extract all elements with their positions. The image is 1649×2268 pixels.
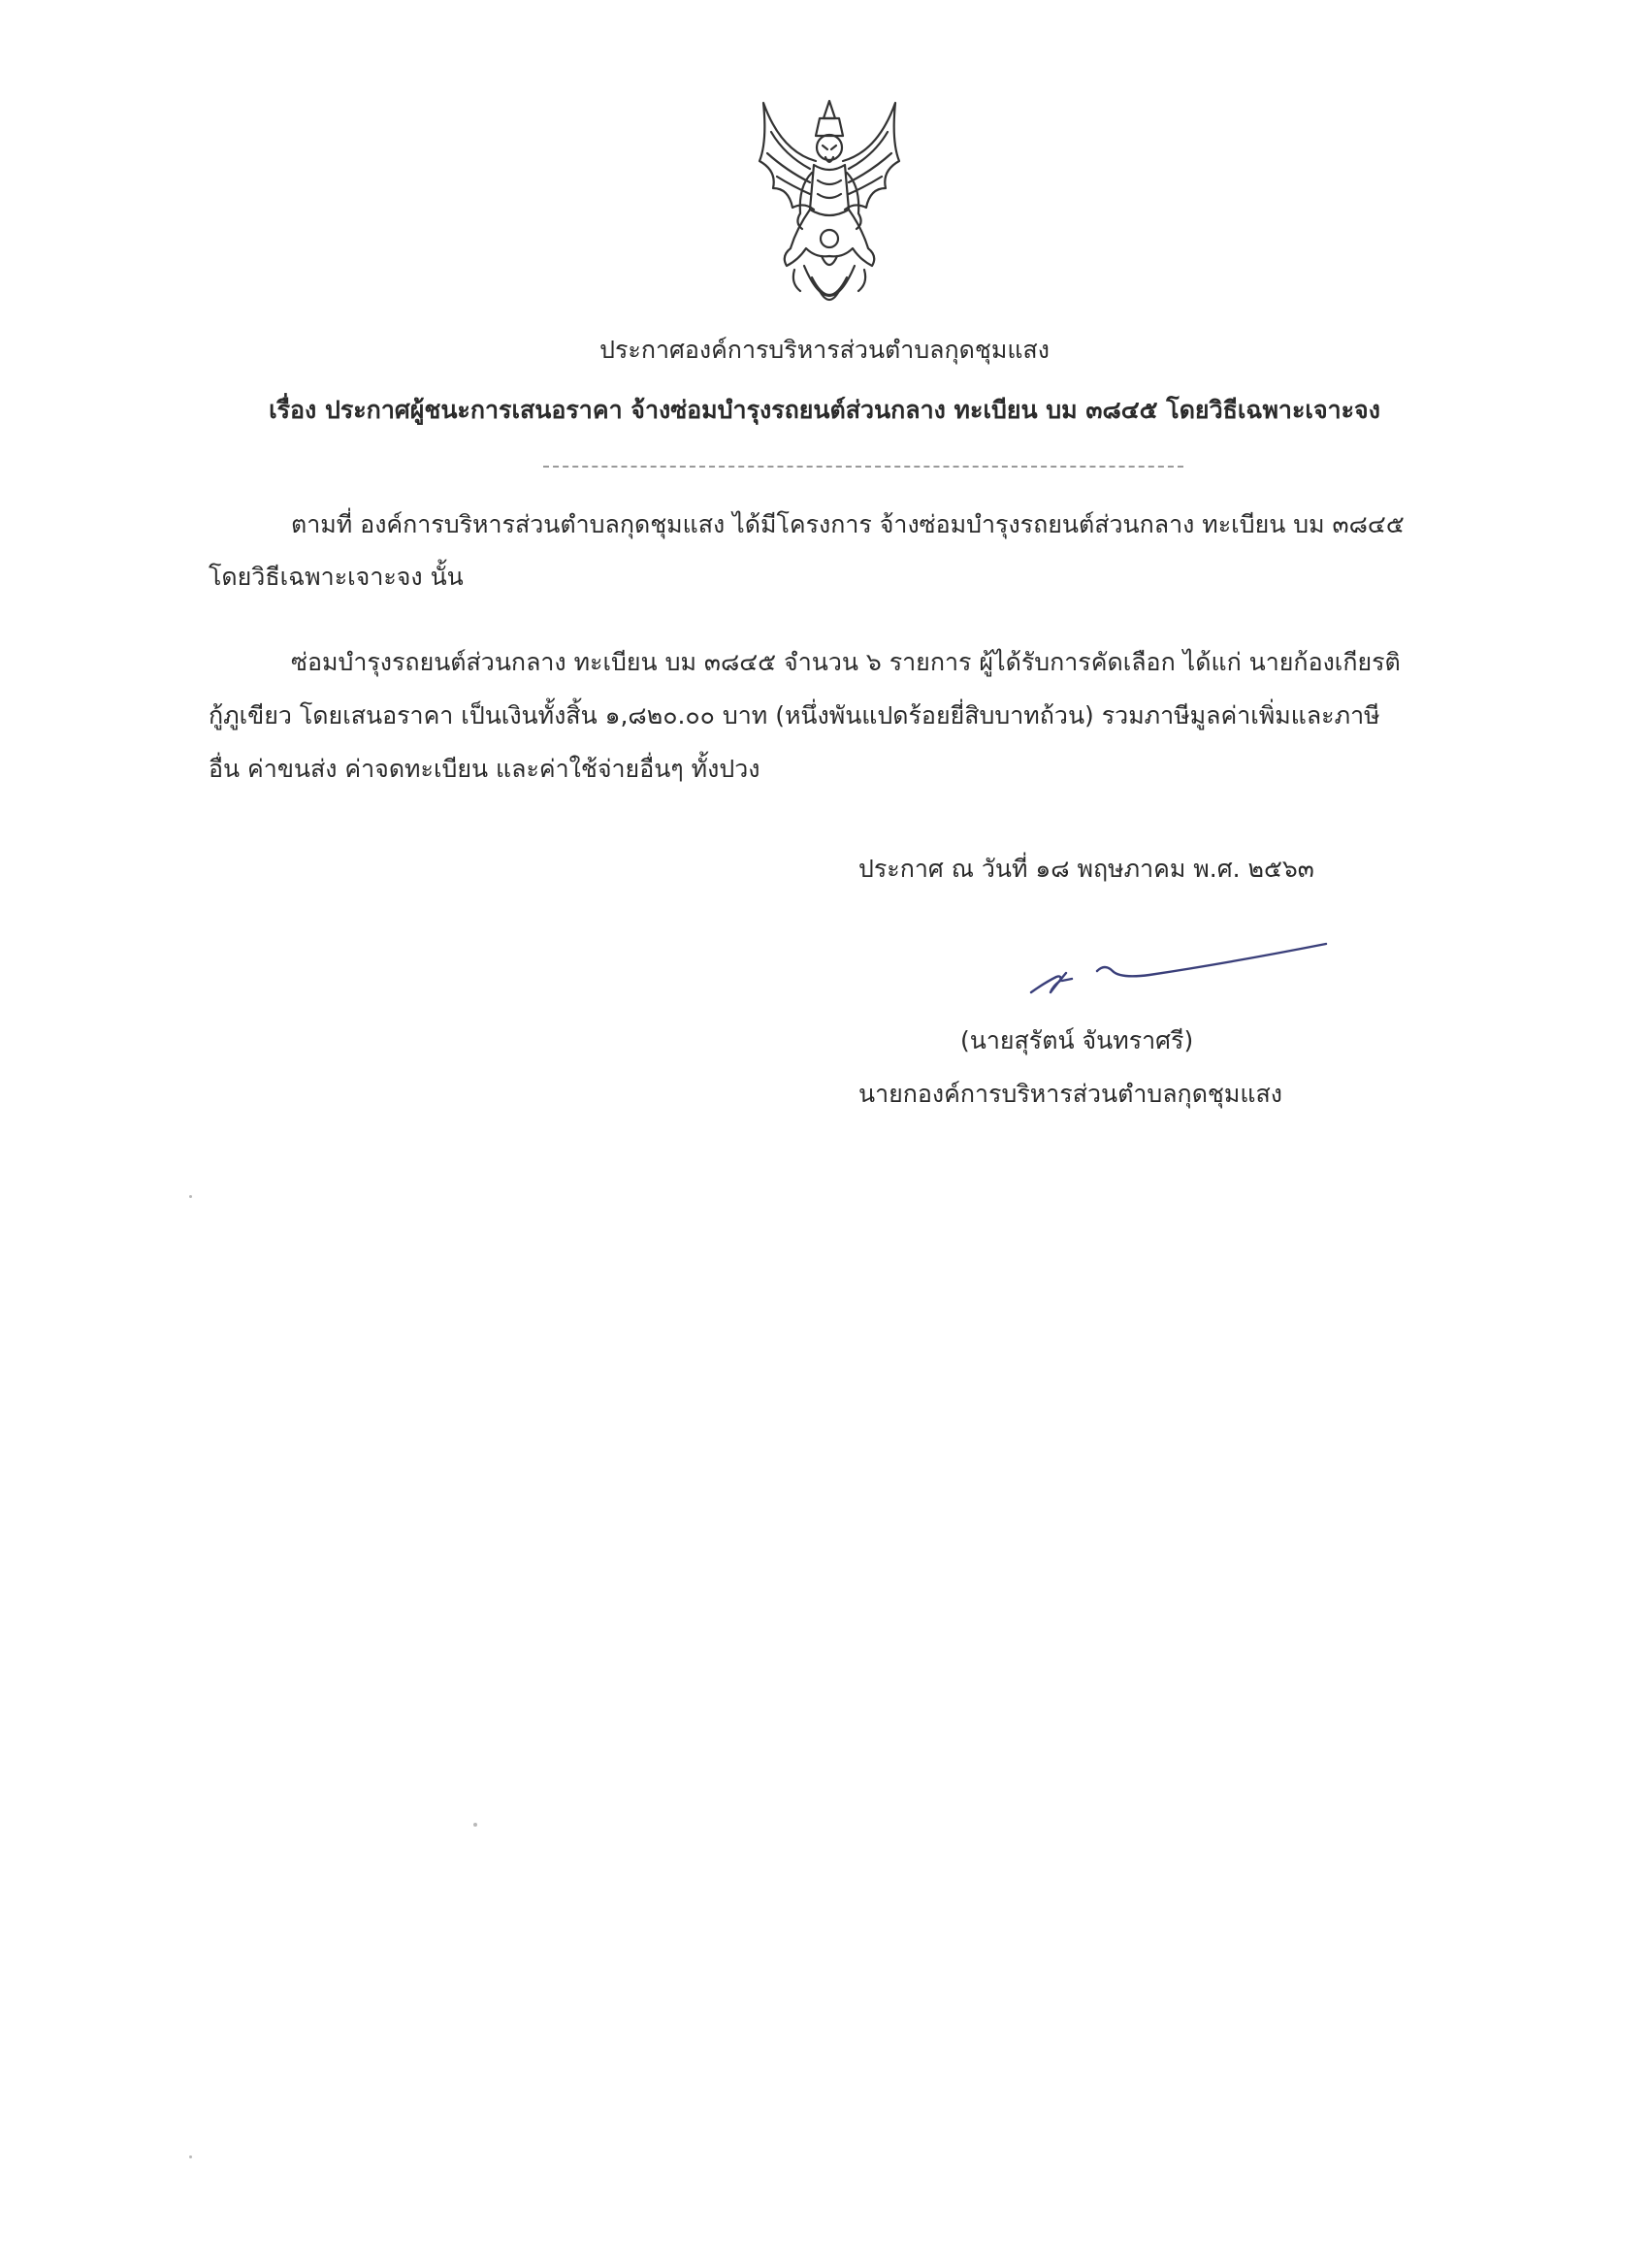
scan-speck	[473, 1823, 477, 1827]
announcement-date: ประกาศ ณ วันที่ ๑๘ พฤษภาคม พ.ศ. ๒๕๖๓	[858, 855, 1314, 883]
garuda-emblem-icon	[752, 93, 907, 326]
scan-speck	[189, 2155, 192, 2158]
paragraph-2-line-3: อื่น ค่าขนส่ง ค่าจดทะเบียน และค่าใช้จ่ายอื่นๆ ทั้งปวง	[209, 755, 760, 783]
handwritten-signature-icon	[1023, 936, 1334, 1004]
announcement-subject: เรื่อง ประกาศผู้ชนะการเสนอราคา จ้างซ่อมบำรุงรถยนต์ส่วนกลาง ทะเบียน บม ๓๘๔๕ โดยวิธีเฉพาะเจาะจง	[269, 396, 1380, 424]
paragraph-2-line-2: กู้ภูเขียว โดยเสนอราคา เป็นเงินทั้งสิ้น ๑,๘๒๐.๐๐ บาท (หนึ่งพันแปดร้อยยี่สิบบาทถ้วน) รวมภาษีมูลค่าเพิ่มและภาษี	[209, 701, 1380, 729]
signer-title: นายกองค์การบริหารส่วนตำบลกุดชุมแสง	[858, 1080, 1282, 1108]
scan-speck	[189, 1195, 192, 1198]
dashed-divider	[543, 466, 1183, 468]
paragraph-1-line-2: โดยวิธีเฉพาะเจาะจง นั้น	[209, 563, 464, 591]
signer-name: (นายสุรัตน์ จันทราศรี)	[960, 1026, 1194, 1054]
paragraph-1-line-1: ตามที่ องค์การบริหารส่วนตำบลกุดชุมแสง ได้มีโครงการ จ้างซ่อมบำรุงรถยนต์ส่วนกลาง ทะเบียน บม ๓๘๔๕	[291, 510, 1405, 538]
announcement-title: ประกาศองค์การบริหารส่วนตำบลกุดชุมแสง	[599, 336, 1050, 364]
paragraph-2-line-1: ซ่อมบำรุงรถยนต์ส่วนกลาง ทะเบียน บม ๓๘๔๕ จำนวน ๖ รายการ ผู้ได้รับการคัดเลือก ได้แก่ นายก้องเกียรติ	[291, 648, 1401, 676]
